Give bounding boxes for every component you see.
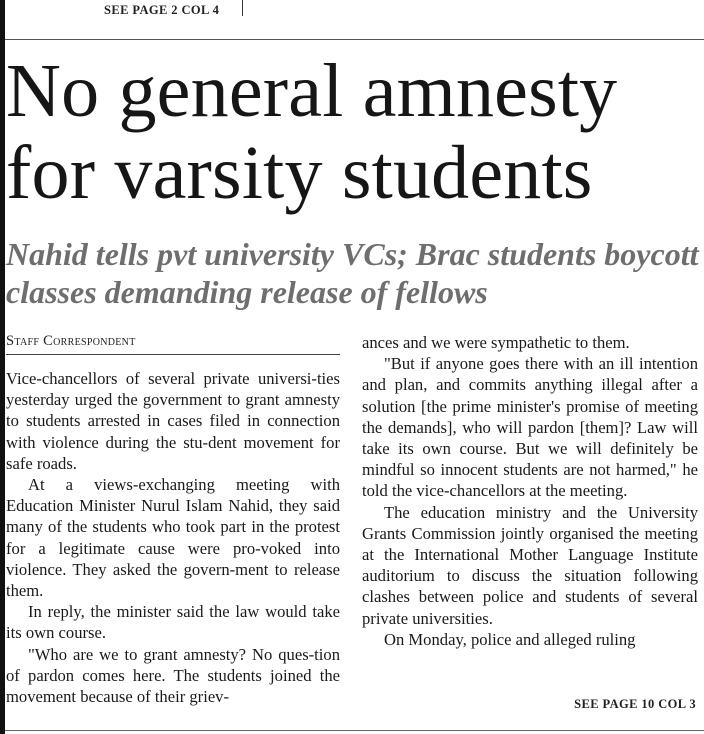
left-margin-bar	[0, 0, 5, 734]
top-rule	[5, 39, 704, 40]
article-column-1	[6, 368, 340, 707]
paragraph: "But if anyone goes there with an ill intention and plan, and commits anything illegal after a solution [the prime minister's promise of meeting the demands], who will pardon [them]? Law will take its own course. But we will definitely be mindful so innocent students are not harmed," he told the vice-chancellors at the meeting.	[362, 354, 698, 501]
paragraph: "Who are we to grant amnesty? No ques-tion of pardon comes here. The students joined the movement because of their griev-	[6, 644, 340, 707]
paragraph: At a views-exchanging meeting with Education Minister Nurul Islam Nahid, they said many of the students who took part in the protest for a legitimate cause were pro-voked into violence. They asked the govern-ment to release them.	[6, 475, 340, 601]
article-column-2	[362, 332, 698, 650]
column-tick	[242, 0, 243, 16]
paragraph: ances and we were sympathetic to them.	[362, 333, 630, 352]
headline: No general amnesty for varsity students	[6, 49, 618, 215]
top-page-reference: SEE PAGE 2 COL 4	[104, 3, 220, 17]
paragraph: The education ministry and the University Grants Commission jointly organised the meeting at the International Mother Language Institute auditorium to discuss the situation following clashes between police and students of several private universities.	[362, 502, 698, 628]
continued-reference: SEE PAGE 10 COL 3	[574, 697, 696, 711]
paragraph: Vice-chancellors of several private universi-ties yesterday urged the government to grant amnesty to students arrested in cases filed in connection with violence during the stu-dent movement for safe roads.	[6, 369, 340, 473]
paragraph: On Monday, police and alleged ruling	[384, 629, 636, 649]
paragraph: In reply, the minister said the law would take its own course.	[6, 602, 340, 643]
byline: Staff Correspondent	[6, 333, 340, 355]
bottom-rule	[5, 730, 704, 731]
subheadline: Nahid tells pvt university VCs; Brac students boycott classes demanding release of fellows	[6, 236, 699, 310]
